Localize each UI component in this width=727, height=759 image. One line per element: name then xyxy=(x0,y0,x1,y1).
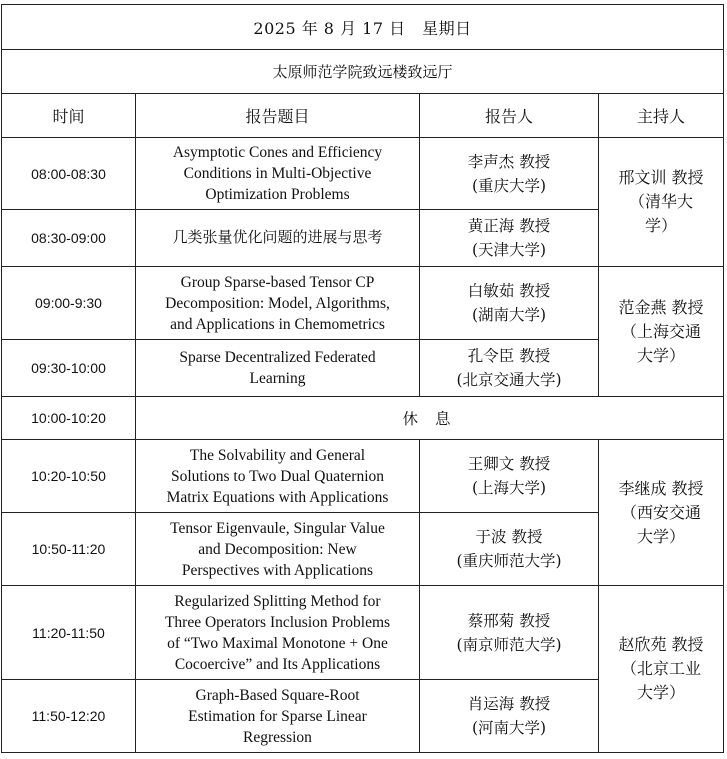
talk-time: 08:00-08:30 xyxy=(2,138,136,210)
speaker-name: 蔡邢菊 教授 xyxy=(467,611,551,630)
talk-time: 08:30-09:00 xyxy=(2,210,136,267)
host-affiliation-line: （上海交通 xyxy=(621,321,702,341)
host-cell xyxy=(599,138,724,267)
schedule-table xyxy=(1,4,724,753)
col-header-time: 时间 xyxy=(2,94,136,138)
talk-time: 11:20-11:50 xyxy=(2,586,136,680)
date-row xyxy=(2,5,724,50)
speaker-name: 黄正海 教授 xyxy=(467,217,551,235)
host-affiliation-line: 大学） xyxy=(637,526,686,546)
host-name: 范金燕 教授 xyxy=(618,297,704,317)
host-affiliation-line: 学） xyxy=(645,216,678,235)
host-name: 邢文训 教授 xyxy=(618,168,704,187)
talk-time: 09:30-10:00 xyxy=(2,340,136,397)
talk-title xyxy=(136,680,420,753)
venue-heading: 太原师范学院致远楼致远厅 xyxy=(2,50,724,94)
break-label: 休 息 xyxy=(136,397,724,440)
speaker-affiliation: (湖南大学) xyxy=(471,306,547,324)
speaker-cell xyxy=(420,138,599,210)
host-cell xyxy=(599,586,724,753)
col-header-speaker: 报告人 xyxy=(420,94,599,138)
speaker-name: 于波 教授 xyxy=(475,528,543,546)
speaker-name: 李声杰 教授 xyxy=(467,152,551,171)
talk-title xyxy=(136,440,420,513)
speaker-affiliation: (重庆师范大学) xyxy=(456,552,562,570)
speaker-cell xyxy=(420,340,599,397)
speaker-affiliation: (上海大学) xyxy=(471,479,547,497)
talk-title-line: Graph-Based Square-Root xyxy=(195,686,360,704)
speaker-cell xyxy=(420,586,599,680)
break-time: 10:00-10:20 xyxy=(2,397,136,440)
talk-title-line: Cocoercive” and Its Applications xyxy=(174,655,381,673)
host-affiliation-line: 大学） xyxy=(637,345,686,365)
speaker-cell xyxy=(420,440,599,513)
talk-time: 09:00-9:30 xyxy=(2,267,136,340)
talk-title-line: Decomposition: Model, Algorithms, xyxy=(165,294,390,312)
talk-title xyxy=(136,340,420,397)
speaker-affiliation: (天津大学) xyxy=(471,241,547,259)
speaker-affiliation: (南京师范大学) xyxy=(456,635,562,654)
talk-time: 10:20-10:50 xyxy=(2,440,136,513)
talk-time: 11:50-12:20 xyxy=(2,680,136,753)
table-row xyxy=(2,267,724,340)
host-name: 李继成 教授 xyxy=(618,478,704,498)
talk-time: 10:50-11:20 xyxy=(2,513,136,586)
talk-title-line: 几类张量优化问题的进展与思考 xyxy=(172,229,383,246)
speaker-affiliation: (河南大学) xyxy=(471,719,547,737)
venue-row xyxy=(2,50,724,94)
talk-title xyxy=(136,267,420,340)
host-affiliation-line: （北京工业 xyxy=(621,659,702,678)
speaker-cell xyxy=(420,267,599,340)
table-row xyxy=(2,138,724,210)
speaker-affiliation: (重庆大学) xyxy=(471,176,547,195)
speaker-cell xyxy=(420,513,599,586)
speaker-name: 肖运海 教授 xyxy=(467,695,551,713)
talk-title-line: and Applications in Chemometrics xyxy=(170,315,385,333)
host-affiliation-line: （清华大 xyxy=(629,192,694,211)
talk-title-line: Regularized Splitting Method for xyxy=(174,592,381,610)
host-name: 赵欣苑 教授 xyxy=(618,635,704,654)
talk-title xyxy=(136,586,420,680)
talk-title-line: Three Operators Inclusion Problems xyxy=(164,613,391,631)
talk-title-line: Perspectives with Applications xyxy=(181,561,374,579)
break-row xyxy=(2,397,724,440)
speaker-name: 白敏茹 教授 xyxy=(467,282,551,300)
talk-title-line: Group Sparse-based Tensor CP xyxy=(180,273,375,291)
date-heading: 2025 年 8 月 17 日 星期日 xyxy=(2,5,724,50)
table-row xyxy=(2,586,724,680)
talk-title-line: Matrix Equations with Applications xyxy=(166,488,389,506)
talk-title-line: and Decomposition: New xyxy=(198,540,357,558)
talk-title xyxy=(136,513,420,586)
talk-title-line: Conditions in Multi-Objective xyxy=(183,165,372,182)
talk-title-line: Regression xyxy=(243,728,312,746)
host-affiliation-line: 大学） xyxy=(637,683,686,702)
talk-title-line: The Solvability and General xyxy=(189,446,366,464)
talk-title xyxy=(136,210,420,267)
speaker-name: 王卿文 教授 xyxy=(467,455,551,473)
talk-title xyxy=(136,138,420,210)
talk-title-line: Asymptotic Cones and Efficiency xyxy=(172,144,383,161)
talk-title-line: Learning xyxy=(249,370,306,387)
talk-title-line: Tensor Eigenvaule, Singular Value xyxy=(170,519,385,537)
col-header-host: 主持人 xyxy=(599,94,724,138)
talk-title-line: of “Two Maximal Monotone + One xyxy=(167,634,388,652)
talk-title-line: Sparse Decentralized Federated xyxy=(179,349,376,366)
talk-title-line: Solutions to Two Dual Quaternion xyxy=(170,467,385,485)
speaker-affiliation: (北京交通大学) xyxy=(456,371,562,389)
col-header-title: 报告题目 xyxy=(136,94,420,138)
speaker-cell xyxy=(420,680,599,753)
host-affiliation-line: （西安交通 xyxy=(621,502,702,522)
host-cell xyxy=(599,267,724,397)
speaker-cell xyxy=(420,210,599,267)
column-header-row xyxy=(2,94,724,138)
talk-title-line: Estimation for Sparse Linear xyxy=(188,707,367,725)
talk-title-line: Optimization Problems xyxy=(205,186,350,203)
speaker-name: 孔令臣 教授 xyxy=(467,347,551,365)
table-row xyxy=(2,440,724,513)
host-cell xyxy=(599,440,724,586)
